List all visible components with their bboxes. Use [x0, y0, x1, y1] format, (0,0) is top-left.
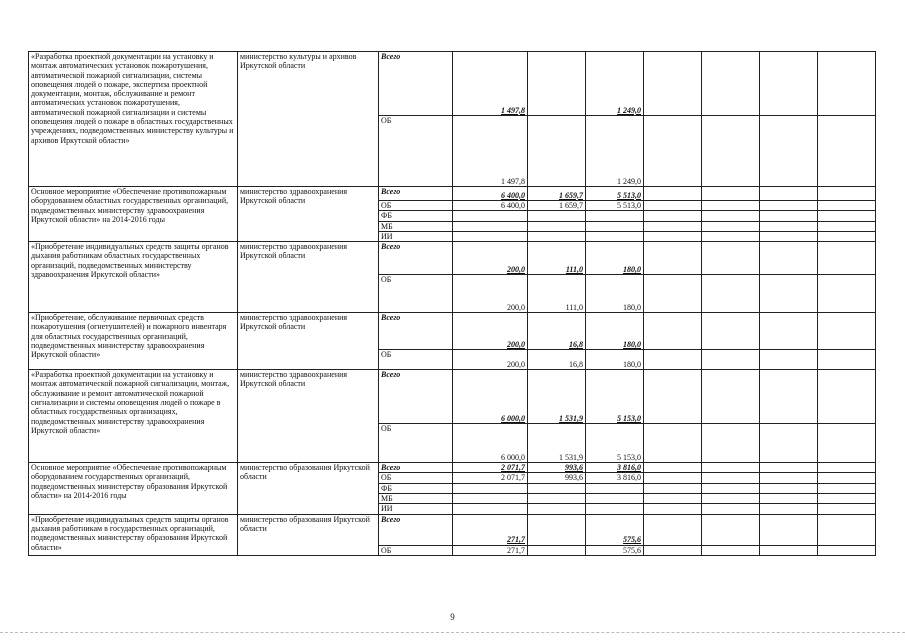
funding-source: МБ [379, 494, 453, 504]
amount-cell: 111,0 [528, 275, 586, 313]
amount-cell: 111,0 [528, 242, 586, 275]
table-row [29, 463, 876, 473]
amount-cell: 16,8 [528, 350, 586, 370]
amount-cell: 1 497,8 [453, 52, 528, 116]
funding-source: ОБ [379, 275, 453, 313]
empty-cell [702, 463, 760, 473]
empty-cell [702, 116, 760, 187]
empty-cell [760, 201, 818, 211]
empty-cell [644, 370, 702, 424]
empty-cell [760, 545, 818, 555]
executor-name: министерство образования Иркутской области [238, 514, 379, 555]
empty-cell [760, 221, 818, 231]
amount-cell [528, 211, 586, 221]
table-row [29, 514, 876, 545]
amount-cell: 200,0 [453, 313, 528, 350]
funding-source: Всего [379, 242, 453, 275]
empty-cell [760, 350, 818, 370]
empty-cell [644, 504, 702, 514]
activity-name: Основное мероприятие «Обеспечение противопожарным оборудованием областных государственных организаций, подведомственных министерству здравоохранения Иркутской области» на 2014-2016 годы [29, 187, 238, 242]
amount-cell: 6 400,0 [453, 187, 528, 201]
empty-cell [760, 242, 818, 275]
amount-cell [453, 504, 528, 514]
amount-cell: 1 249,0 [586, 116, 644, 187]
empty-cell [644, 463, 702, 473]
empty-cell [644, 231, 702, 241]
amount-cell: 575,6 [586, 545, 644, 555]
empty-cell [818, 545, 876, 555]
amount-cell [528, 231, 586, 241]
program-table [28, 51, 876, 556]
amount-cell: 200,0 [453, 275, 528, 313]
empty-cell [702, 473, 760, 483]
table-row [29, 242, 876, 275]
funding-source: Всего [379, 187, 453, 201]
amount-cell [586, 483, 644, 493]
empty-cell [760, 483, 818, 493]
empty-cell [760, 116, 818, 187]
empty-cell [760, 463, 818, 473]
amount-cell [453, 483, 528, 493]
empty-cell [818, 313, 876, 350]
amount-cell: 993,6 [528, 473, 586, 483]
empty-cell [818, 52, 876, 116]
empty-cell [702, 52, 760, 116]
empty-cell [818, 350, 876, 370]
activity-name: «Разработка проектной документации на установку и монтаж автоматических установок пожаротушения, автоматической пожарной сигнализации, системы оповещения людей о пожаре, экспертиза проектной документации, монтаж, обслуживание и ремонт автоматических установок пожаротушения, автоматической пожарной сигнализации и системы оповещения людей о пожаре в областных государственных учреждениях, подведомственных министерству культуры и архивов Иркутской области» [29, 52, 238, 187]
empty-cell [818, 494, 876, 504]
empty-cell [644, 473, 702, 483]
empty-cell [644, 350, 702, 370]
empty-cell [644, 275, 702, 313]
empty-cell [644, 424, 702, 463]
empty-cell [702, 242, 760, 275]
amount-cell: 1 531,9 [528, 370, 586, 424]
activity-name: «Разработка проектной документации на установку и монтаж автоматической пожарной сигнализации, монтаж, обслуживание и ремонт автоматической пожарной сигнализации и системы оповещения людей о пожаре в областных государственных организациях, подведомственных министерству здравоохранения Иркутской области» [29, 370, 238, 463]
executor-name: министерство здравоохранения Иркутской области [238, 187, 379, 242]
empty-cell [818, 504, 876, 514]
funding-source: ОБ [379, 473, 453, 483]
empty-cell [644, 545, 702, 555]
empty-cell [760, 370, 818, 424]
amount-cell: 271,7 [453, 545, 528, 555]
amount-cell: 200,0 [453, 242, 528, 275]
empty-cell [818, 211, 876, 221]
amount-cell: 2 071,7 [453, 473, 528, 483]
empty-cell [760, 313, 818, 350]
empty-cell [644, 221, 702, 231]
empty-cell [818, 275, 876, 313]
empty-cell [760, 52, 818, 116]
empty-cell [702, 545, 760, 555]
empty-cell [760, 514, 818, 545]
empty-cell [702, 504, 760, 514]
empty-cell [818, 473, 876, 483]
empty-cell [702, 211, 760, 221]
table-row [29, 370, 876, 424]
empty-cell [818, 201, 876, 211]
amount-cell: 5 153,0 [586, 424, 644, 463]
amount-cell: 180,0 [586, 275, 644, 313]
empty-cell [644, 201, 702, 211]
empty-cell [760, 231, 818, 241]
amount-cell [586, 504, 644, 514]
amount-cell [586, 494, 644, 504]
funding-source: ИИ [379, 231, 453, 241]
empty-cell [644, 116, 702, 187]
amount-cell: 180,0 [586, 313, 644, 350]
empty-cell [818, 514, 876, 545]
table-row [29, 52, 876, 116]
empty-cell [818, 116, 876, 187]
empty-cell [818, 370, 876, 424]
amount-cell: 200,0 [453, 350, 528, 370]
executor-name: министерство культуры и архивов Иркутской области [238, 52, 379, 187]
funding-source: ОБ [379, 424, 453, 463]
funding-source: ОБ [379, 116, 453, 187]
empty-cell [818, 231, 876, 241]
funding-source: Всего [379, 463, 453, 473]
empty-cell [702, 187, 760, 201]
funding-source: ИИ [379, 504, 453, 514]
empty-cell [644, 483, 702, 493]
empty-cell [702, 494, 760, 504]
amount-cell: 6 400,0 [453, 201, 528, 211]
executor-name: министерство образования Иркутской области [238, 463, 379, 514]
funding-source: ОБ [379, 350, 453, 370]
amount-cell [528, 483, 586, 493]
amount-cell [453, 494, 528, 504]
empty-cell [702, 483, 760, 493]
funding-source: ОБ [379, 201, 453, 211]
empty-cell [702, 350, 760, 370]
funding-source: Всего [379, 370, 453, 424]
empty-cell [644, 494, 702, 504]
activity-name: «Приобретение, обслуживание первичных средств пожаротушения (огнетушителей) и пожарного инвентаря для областных государственных организаций, подведомственных министерству здравоохранения Иркутской области» [29, 313, 238, 370]
amount-cell: 2 071,7 [453, 463, 528, 473]
amount-cell: 1 497,8 [453, 116, 528, 187]
empty-cell [702, 424, 760, 463]
amount-cell: 1 531,9 [528, 424, 586, 463]
table-row [29, 313, 876, 350]
amount-cell [528, 494, 586, 504]
empty-cell [818, 424, 876, 463]
activity-name: «Приобретение индивидуальных средств защиты органов дыхания работникам областных государственных организаций, подведомственных министерству здравоохранения Иркутской области» [29, 242, 238, 313]
amount-cell [453, 221, 528, 231]
funding-source: ФБ [379, 211, 453, 221]
amount-cell: 5 513,0 [586, 187, 644, 201]
amount-cell: 1 659,7 [528, 201, 586, 211]
amount-cell: 5 153,0 [586, 370, 644, 424]
empty-cell [818, 242, 876, 275]
amount-cell: 3 816,0 [586, 473, 644, 483]
empty-cell [702, 313, 760, 350]
empty-cell [644, 211, 702, 221]
empty-cell [644, 242, 702, 275]
amount-cell [528, 545, 586, 555]
amount-cell: 575,6 [586, 514, 644, 545]
empty-cell [760, 424, 818, 463]
amount-cell: 180,0 [586, 350, 644, 370]
empty-cell [818, 187, 876, 201]
empty-cell [760, 187, 818, 201]
amount-cell: 1 249,0 [586, 52, 644, 116]
empty-cell [644, 514, 702, 545]
amount-cell [528, 52, 586, 116]
empty-cell [644, 52, 702, 116]
funding-source: Всего [379, 313, 453, 350]
amount-cell [586, 211, 644, 221]
empty-cell [818, 221, 876, 231]
empty-cell [702, 370, 760, 424]
empty-cell [644, 187, 702, 201]
amount-cell [528, 116, 586, 187]
amount-cell: 3 816,0 [586, 463, 644, 473]
amount-cell [586, 231, 644, 241]
page-number: 9 [450, 612, 455, 622]
amount-cell [528, 514, 586, 545]
executor-name: министерство здравоохранения Иркутской области [238, 313, 379, 370]
amount-cell: 6 000,0 [453, 424, 528, 463]
empty-cell [702, 231, 760, 241]
amount-cell: 271,7 [453, 514, 528, 545]
amount-cell: 6 000,0 [453, 370, 528, 424]
amount-cell [453, 231, 528, 241]
empty-cell [818, 463, 876, 473]
activity-name: «Приобретение индивидуальных средств защиты органов дыхания работникам в государственных организаций, подведомственных министерству образования Иркутской области» [29, 514, 238, 555]
amount-cell: 16,8 [528, 313, 586, 350]
amount-cell: 5 513,0 [586, 201, 644, 211]
empty-cell [702, 514, 760, 545]
empty-cell [760, 504, 818, 514]
executor-name: министерство здравоохранения Иркутской области [238, 242, 379, 313]
executor-name: министерство здравоохранения Иркутской области [238, 370, 379, 463]
funding-source: ФБ [379, 483, 453, 493]
amount-cell [528, 221, 586, 231]
empty-cell [702, 221, 760, 231]
amount-cell [453, 211, 528, 221]
amount-cell [528, 504, 586, 514]
amount-cell: 1 659,7 [528, 187, 586, 201]
funding-source: Всего [379, 52, 453, 116]
empty-cell [760, 473, 818, 483]
empty-cell [760, 211, 818, 221]
empty-cell [760, 275, 818, 313]
activity-name: Основное мероприятие «Обеспечение противопожарным оборудованием государственных организаций, подведомственных министерству образования Иркутской области» на 2014-2016 годы [29, 463, 238, 514]
funding-source: Всего [379, 514, 453, 545]
amount-cell: 993,6 [528, 463, 586, 473]
amount-cell [586, 221, 644, 231]
empty-cell [818, 483, 876, 493]
table-row [29, 187, 876, 201]
empty-cell [702, 275, 760, 313]
empty-cell [644, 313, 702, 350]
empty-cell [760, 494, 818, 504]
amount-cell: 180,0 [586, 242, 644, 275]
scan-artifact-line [0, 632, 905, 633]
funding-source: МБ [379, 221, 453, 231]
empty-cell [702, 201, 760, 211]
funding-source: ОБ [379, 545, 453, 555]
